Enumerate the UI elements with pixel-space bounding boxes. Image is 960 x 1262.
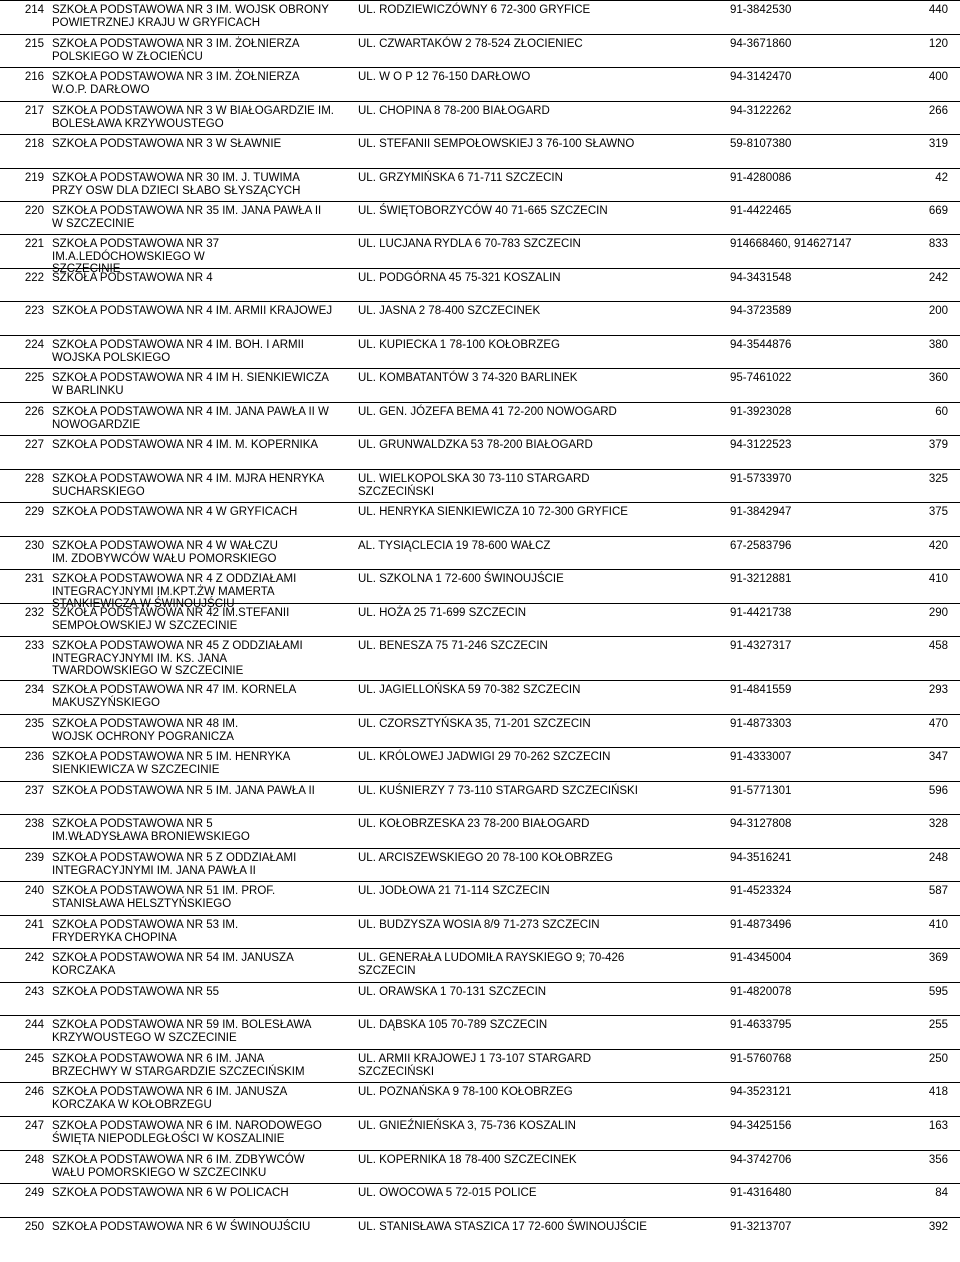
student-count: 325 xyxy=(928,473,948,485)
phone-number: 91-4421738 xyxy=(730,607,792,619)
student-count: 410 xyxy=(928,573,948,585)
row-number: 226 xyxy=(24,406,44,418)
row-number: 237 xyxy=(24,785,44,797)
row-divider xyxy=(0,680,960,681)
school-name: SZKOŁA PODSTAWOWA NR 4 IM. M. KOPERNIKA xyxy=(52,439,319,451)
row-number: 215 xyxy=(24,38,44,50)
school-name: SZKOŁA PODSTAWOWA NR 35 IM. JANA PAWŁA II W SZCZECINIE xyxy=(52,205,322,230)
phone-number: 94-3431548 xyxy=(730,272,792,284)
phone-number: 91-3842947 xyxy=(730,506,792,518)
phone-number: 94-3544876 xyxy=(730,339,792,351)
school-name: SZKOŁA PODSTAWOWA NR 3 IM. WOJSK OBRONY POWIETRZNEJ KRAJU W GRYFICACH xyxy=(52,4,329,29)
student-count: 470 xyxy=(928,718,948,730)
school-name: SZKOŁA PODSTAWOWA NR 5 IM. JANA PAWŁA II xyxy=(52,785,315,797)
student-count: 328 xyxy=(928,818,948,830)
school-name: SZKOŁA PODSTAWOWA NR 30 IM. J. TUWIMA PRZY OSW DLA DZIECI SŁABO SŁYSZĄCYCH xyxy=(52,172,301,197)
row-divider xyxy=(0,1015,960,1016)
school-address: UL. DĄBSKA 105 70-789 SZCZECIN xyxy=(358,1019,548,1031)
phone-number: 94-3742706 xyxy=(730,1154,792,1166)
school-name: SZKOŁA PODSTAWOWA NR 54 IM. JANUSZA KORCZAKA xyxy=(52,952,294,977)
row-number: 244 xyxy=(24,1019,44,1031)
student-count: 596 xyxy=(928,785,948,797)
school-address: UL. GNIEŹNIEŃSKA 3, 75-736 KOSZALIN xyxy=(358,1120,576,1132)
row-divider xyxy=(0,982,960,983)
row-number: 224 xyxy=(24,339,44,351)
school-address: UL. ARMII KRAJOWEJ 1 73-107 STARGARD SZCZECIŃSKI xyxy=(358,1053,592,1078)
school-address: UL. KUPIECKA 1 78-100 KOŁOBRZEG xyxy=(358,339,560,351)
student-count: 60 xyxy=(935,406,948,418)
school-name: SZKOŁA PODSTAWOWA NR 59 IM. BOLESŁAWA KRZYWOUSTEGO W SZCZECINIE xyxy=(52,1019,312,1044)
school-name: SZKOŁA PODSTAWOWA NR 5 IM.WŁADYSŁAWA BRONIEWSKIEGO xyxy=(52,818,250,843)
phone-number: 91-4280086 xyxy=(730,172,792,184)
row-number: 234 xyxy=(24,684,44,696)
row-number: 241 xyxy=(24,919,44,931)
school-address: UL. GRUNWALDZKA 53 78-200 BIAŁOGARD xyxy=(358,439,593,451)
phone-number: 95-7461022 xyxy=(730,372,792,384)
school-address: UL. JODŁOWA 21 71-114 SZCZECIN xyxy=(358,885,550,897)
school-address: UL. STANISŁAWA STASZICA 17 72-600 ŚWINOUJŚCIE xyxy=(358,1221,647,1233)
student-count: 255 xyxy=(928,1019,948,1031)
school-address: UL. OWOCOWA 5 72-015 POLICE xyxy=(358,1187,537,1199)
row-number: 221 xyxy=(24,238,44,250)
student-count: 392 xyxy=(928,1221,948,1233)
school-name: SZKOŁA PODSTAWOWA NR 4 IM. BOH. I ARMII WOJSKA POLSKIEGO xyxy=(52,339,304,364)
row-number: 238 xyxy=(24,818,44,830)
row-divider xyxy=(0,747,960,748)
school-address: UL. CZORSZTYŃSKA 35, 71-201 SZCZECIN xyxy=(358,718,591,730)
row-divider xyxy=(0,536,960,537)
phone-number: 91-5760768 xyxy=(730,1053,792,1065)
school-name: SZKOŁA PODSTAWOWA NR 37 IM.A.LEDÓCHOWSKIEGO W SZCZECINIE xyxy=(52,238,219,275)
school-name: SZKOŁA PODSTAWOWA NR 4 xyxy=(52,272,213,284)
school-name: SZKOŁA PODSTAWOWA NR 51 IM. PROF. STANISŁAWA HELSZTYŃSKIEGO xyxy=(52,885,276,910)
student-count: 440 xyxy=(928,4,948,16)
school-address: UL. CZWARTAKÓW 2 78-524 ZŁOCIENIEC xyxy=(358,38,583,50)
row-number: 233 xyxy=(24,640,44,652)
student-count: 595 xyxy=(928,986,948,998)
phone-number: 91-3213707 xyxy=(730,1221,792,1233)
student-count: 266 xyxy=(928,105,948,117)
row-divider xyxy=(0,168,960,169)
row-number: 243 xyxy=(24,986,44,998)
row-divider xyxy=(0,1082,960,1083)
row-divider xyxy=(0,1183,960,1184)
school-name: SZKOŁA PODSTAWOWA NR 53 IM. FRYDERYKA CHOPINA xyxy=(52,919,239,944)
school-address: UL. KOŁOBRZESKA 23 78-200 BIAŁOGARD xyxy=(358,818,590,830)
school-address: UL. KUŚNIERZY 7 73-110 STARGARD SZCZECIŃSKI xyxy=(358,785,638,797)
school-name: SZKOŁA PODSTAWOWA NR 4 IM H. SIENKIEWICZA W BARLINKU xyxy=(52,372,329,397)
phone-number: 94-3122262 xyxy=(730,105,792,117)
phone-number: 94-3723589 xyxy=(730,305,792,317)
school-name: SZKOŁA PODSTAWOWA NR 6 IM. JANUSZA KORCZAKA W KOŁOBRZEGU xyxy=(52,1086,288,1111)
row-divider xyxy=(0,1116,960,1117)
school-name: SZKOŁA PODSTAWOWA NR 48 IM. WOJSK OCHRONY POGRANICZA xyxy=(52,718,239,743)
row-number: 249 xyxy=(24,1187,44,1199)
row-number: 246 xyxy=(24,1086,44,1098)
student-count: 410 xyxy=(928,919,948,931)
phone-number: 94-3523121 xyxy=(730,1086,792,1098)
row-divider xyxy=(0,848,960,849)
school-address: UL. KRÓLOWEJ JADWIGI 29 70-262 SZCZECIN xyxy=(358,751,611,763)
phone-number: 91-4316480 xyxy=(730,1187,792,1199)
school-address: UL. CHOPINA 8 78-200 BIAŁOGARD xyxy=(358,105,550,117)
school-address: UL. W O P 12 76-150 DARŁOWO xyxy=(358,71,531,83)
student-count: 290 xyxy=(928,607,948,619)
row-divider xyxy=(0,569,960,570)
student-count: 248 xyxy=(928,852,948,864)
phone-number: 91-5733970 xyxy=(730,473,792,485)
school-address: UL. STEFANII SEMPOŁOWSKIEJ 3 76-100 SŁAWNO xyxy=(358,138,635,150)
school-address: UL. BENESZA 75 71-246 SZCZECIN xyxy=(358,640,548,652)
student-count: 200 xyxy=(928,305,948,317)
phone-number: 59-8107380 xyxy=(730,138,792,150)
school-name: SZKOŁA PODSTAWOWA NR 4 Z ODDZIAŁAMI INTEGRACYJNYMI IM.KPT.ŻW MAMERTA STANKIEWICZA W ŚWINOUJŚCIU xyxy=(52,573,297,610)
school-address: UL. LUCJANA RYDLA 6 70-783 SZCZECIN xyxy=(358,238,581,250)
row-divider xyxy=(0,402,960,403)
school-address: UL. HENRYKA SIENKIEWICZA 10 72-300 GRYFICE xyxy=(358,506,628,518)
school-name: SZKOŁA PODSTAWOWA NR 3 W BIAŁOGARDZIE IM. BOLESŁAWA KRZYWOUSTEGO xyxy=(52,105,335,130)
row-number: 231 xyxy=(24,573,44,585)
phone-number: 91-4820078 xyxy=(730,986,792,998)
student-count: 120 xyxy=(928,38,948,50)
phone-number: 914668460, 914627147 xyxy=(730,238,852,250)
row-number: 216 xyxy=(24,71,44,83)
row-divider xyxy=(0,335,960,336)
row-number: 219 xyxy=(24,172,44,184)
phone-number: 91-4841559 xyxy=(730,684,792,696)
row-divider xyxy=(0,469,960,470)
school-address: UL. BUDZYSZA WOSIA 8/9 71-273 SZCZECIN xyxy=(358,919,600,931)
row-divider xyxy=(0,435,960,436)
row-divider xyxy=(0,781,960,782)
student-count: 319 xyxy=(928,138,948,150)
phone-number: 91-4345004 xyxy=(730,952,792,964)
school-address: UL. KOPERNIKA 18 78-400 SZCZECINEK xyxy=(358,1154,577,1166)
student-count: 587 xyxy=(928,885,948,897)
phone-number: 91-3923028 xyxy=(730,406,792,418)
school-address: UL. ŚWIĘTOBORZYCÓW 40 71-665 SZCZECIN xyxy=(358,205,608,217)
row-divider xyxy=(0,234,960,235)
phone-number: 91-4327317 xyxy=(730,640,792,652)
row-divider xyxy=(0,915,960,916)
student-count: 380 xyxy=(928,339,948,351)
row-number: 235 xyxy=(24,718,44,730)
school-name: SZKOŁA PODSTAWOWA NR 5 IM. HENRYKA SIENKIEWICZA W SZCZECINIE xyxy=(52,751,291,776)
school-name: SZKOŁA PODSTAWOWA NR 4 W WAŁCZU IM. ZDOBYWCÓW WAŁU POMORSKIEGO xyxy=(52,540,278,565)
row-divider xyxy=(0,603,960,604)
school-address: UL. RODZIEWICZÓWNY 6 72-300 GRYFICE xyxy=(358,4,591,16)
school-name: SZKOŁA PODSTAWOWA NR 3 W SŁAWNIE xyxy=(52,138,282,150)
school-address: UL. HOŻA 25 71-699 SZCZECIN xyxy=(358,607,527,619)
school-name: SZKOŁA PODSTAWOWA NR 6 IM. JANA BRZECHWY W STARGARDZIE SZCZECIŃSKIM xyxy=(52,1053,305,1078)
school-address: UL. ARCISZEWSKIEGO 20 78-100 KOŁOBRZEG xyxy=(358,852,614,864)
row-number: 227 xyxy=(24,439,44,451)
student-count: 347 xyxy=(928,751,948,763)
phone-number: 91-4873496 xyxy=(730,919,792,931)
school-name: SZKOŁA PODSTAWOWA NR 42 IM.STEFANII SEMPOŁOWSKIEJ W SZCZECINIE xyxy=(52,607,290,632)
phone-number: 94-3425156 xyxy=(730,1120,792,1132)
row-number: 229 xyxy=(24,506,44,518)
row-number: 239 xyxy=(24,852,44,864)
row-divider xyxy=(0,101,960,102)
student-count: 369 xyxy=(928,952,948,964)
row-divider xyxy=(0,268,960,269)
row-number: 232 xyxy=(24,607,44,619)
school-name: SZKOŁA PODSTAWOWA NR 6 IM. ZDBYWCÓW WAŁU POMORSKIEGO W SZCZECINKU xyxy=(52,1154,305,1179)
school-address: UL. GENERAŁA LUDOMIŁA RAYSKIEGO 9; 70-426 SZCZECIN xyxy=(358,952,625,977)
student-count: 833 xyxy=(928,238,948,250)
row-divider xyxy=(0,814,960,815)
school-name: SZKOŁA PODSTAWOWA NR 3 IM. ŻOŁNIERZA W.O.P. DARŁOWO xyxy=(52,71,300,96)
student-count: 669 xyxy=(928,205,948,217)
school-name: SZKOŁA PODSTAWOWA NR 3 IM. ŻOŁNIERZA POLSKIEGO W ZŁOCIEŃCU xyxy=(52,38,300,63)
school-name: SZKOŁA PODSTAWOWA NR 5 Z ODDZIAŁAMI INTEGRACYJNYMI IM. JANA PAWŁA II xyxy=(52,852,297,877)
row-number: 242 xyxy=(24,952,44,964)
school-name: SZKOŁA PODSTAWOWA NR 6 W POLICACH xyxy=(52,1187,289,1199)
school-name: SZKOŁA PODSTAWOWA NR 6 W ŚWINOUJŚCIU xyxy=(52,1221,311,1233)
school-name: SZKOŁA PODSTAWOWA NR 4 IM. ARMII KRAJOWEJ xyxy=(52,305,333,317)
school-address: UL. GRZYMIŃSKA 6 71-711 SZCZECIN xyxy=(358,172,563,184)
row-divider xyxy=(0,1049,960,1050)
row-number: 228 xyxy=(24,473,44,485)
phone-number: 91-3842530 xyxy=(730,4,792,16)
row-number: 248 xyxy=(24,1154,44,1166)
row-divider xyxy=(0,134,960,135)
school-address: UL. PODGÓRNA 45 75-321 KOSZALIN xyxy=(358,272,561,284)
school-address: UL. GEN. JÓZEFA BEMA 41 72-200 NOWOGARD xyxy=(358,406,617,418)
phone-number: 91-4873303 xyxy=(730,718,792,730)
school-address: UL. ORAWSKA 1 70-131 SZCZECIN xyxy=(358,986,547,998)
row-divider xyxy=(0,948,960,949)
school-address: UL. SZKOLNA 1 72-600 ŚWINOUJŚCIE xyxy=(358,573,564,585)
student-count: 458 xyxy=(928,640,948,652)
row-divider xyxy=(0,881,960,882)
row-number: 214 xyxy=(24,4,44,16)
school-name: SZKOŁA PODSTAWOWA NR 4 IM. JANA PAWŁA II W NOWOGARDZIE xyxy=(52,406,329,431)
student-count: 356 xyxy=(928,1154,948,1166)
school-name: SZKOŁA PODSTAWOWA NR 6 IM. NARODOWEGO ŚWIĘTA NIEPODLEGŁOŚCI W KOSZALINIE xyxy=(52,1120,322,1145)
school-address: AL. TYSIĄCLECIA 19 78-600 WAŁCZ xyxy=(358,540,551,552)
phone-number: 91-4523324 xyxy=(730,885,792,897)
phone-number: 94-3142470 xyxy=(730,71,792,83)
row-number: 230 xyxy=(24,540,44,552)
student-count: 84 xyxy=(935,1187,948,1199)
phone-number: 94-3122523 xyxy=(730,439,792,451)
row-number: 250 xyxy=(24,1221,44,1233)
school-name: SZKOŁA PODSTAWOWA NR 45 Z ODDZIAŁAMI INTEGRACYJNYMI IM. KS. JANA TWARDOWSKIEGO W SZCZECINIE xyxy=(52,640,303,677)
student-count: 418 xyxy=(928,1086,948,1098)
school-address: UL. JASNA 2 78-400 SZCZECINEK xyxy=(358,305,541,317)
row-number: 218 xyxy=(24,138,44,150)
student-count: 360 xyxy=(928,372,948,384)
row-divider xyxy=(0,201,960,202)
phone-number: 91-5771301 xyxy=(730,785,792,797)
phone-number: 94-3127808 xyxy=(730,818,792,830)
row-divider xyxy=(0,636,960,637)
row-number: 240 xyxy=(24,885,44,897)
row-number: 225 xyxy=(24,372,44,384)
student-count: 379 xyxy=(928,439,948,451)
row-divider xyxy=(0,502,960,503)
school-address: UL. WIELKOPOLSKA 30 73-110 STARGARD SZCZECIŃSKI xyxy=(358,473,590,498)
row-divider xyxy=(0,1150,960,1151)
phone-number: 94-3516241 xyxy=(730,852,792,864)
row-divider xyxy=(0,714,960,715)
student-count: 400 xyxy=(928,71,948,83)
student-count: 420 xyxy=(928,540,948,552)
row-number: 245 xyxy=(24,1053,44,1065)
student-count: 163 xyxy=(928,1120,948,1132)
school-address: UL. KOMBATANTÓW 3 74-320 BARLINEK xyxy=(358,372,578,384)
phone-number: 91-4422465 xyxy=(730,205,792,217)
phone-number: 91-4633795 xyxy=(730,1019,792,1031)
school-name: SZKOŁA PODSTAWOWA NR 4 IM. MJRA HENRYKA SUCHARSKIEGO xyxy=(52,473,325,498)
row-divider xyxy=(0,301,960,302)
school-address: UL. POZNAŃSKA 9 78-100 KOŁOBRZEG xyxy=(358,1086,573,1098)
student-count: 242 xyxy=(928,272,948,284)
school-name: SZKOŁA PODSTAWOWA NR 47 IM. KORNELA MAKUSZYŃSKIEGO xyxy=(52,684,297,709)
student-count: 250 xyxy=(928,1053,948,1065)
row-divider xyxy=(0,368,960,369)
phone-number: 91-4333007 xyxy=(730,751,792,763)
row-divider xyxy=(0,34,960,35)
phone-number: 67-2583796 xyxy=(730,540,792,552)
row-number: 217 xyxy=(24,105,44,117)
student-count: 42 xyxy=(935,172,948,184)
row-divider xyxy=(0,67,960,68)
phone-number: 94-3671860 xyxy=(730,38,792,50)
student-count: 293 xyxy=(928,684,948,696)
row-number: 236 xyxy=(24,751,44,763)
row-divider xyxy=(0,1217,960,1218)
row-divider xyxy=(0,0,960,1)
student-count: 375 xyxy=(928,506,948,518)
phone-number: 91-3212881 xyxy=(730,573,792,585)
row-number: 222 xyxy=(24,272,44,284)
row-number: 247 xyxy=(24,1120,44,1132)
school-address: UL. JAGIELLOŃSKA 59 70-382 SZCZECIN xyxy=(358,684,581,696)
school-name: SZKOŁA PODSTAWOWA NR 4 W GRYFICACH xyxy=(52,506,298,518)
school-name: SZKOŁA PODSTAWOWA NR 55 xyxy=(52,986,219,998)
row-number: 220 xyxy=(24,205,44,217)
row-number: 223 xyxy=(24,305,44,317)
